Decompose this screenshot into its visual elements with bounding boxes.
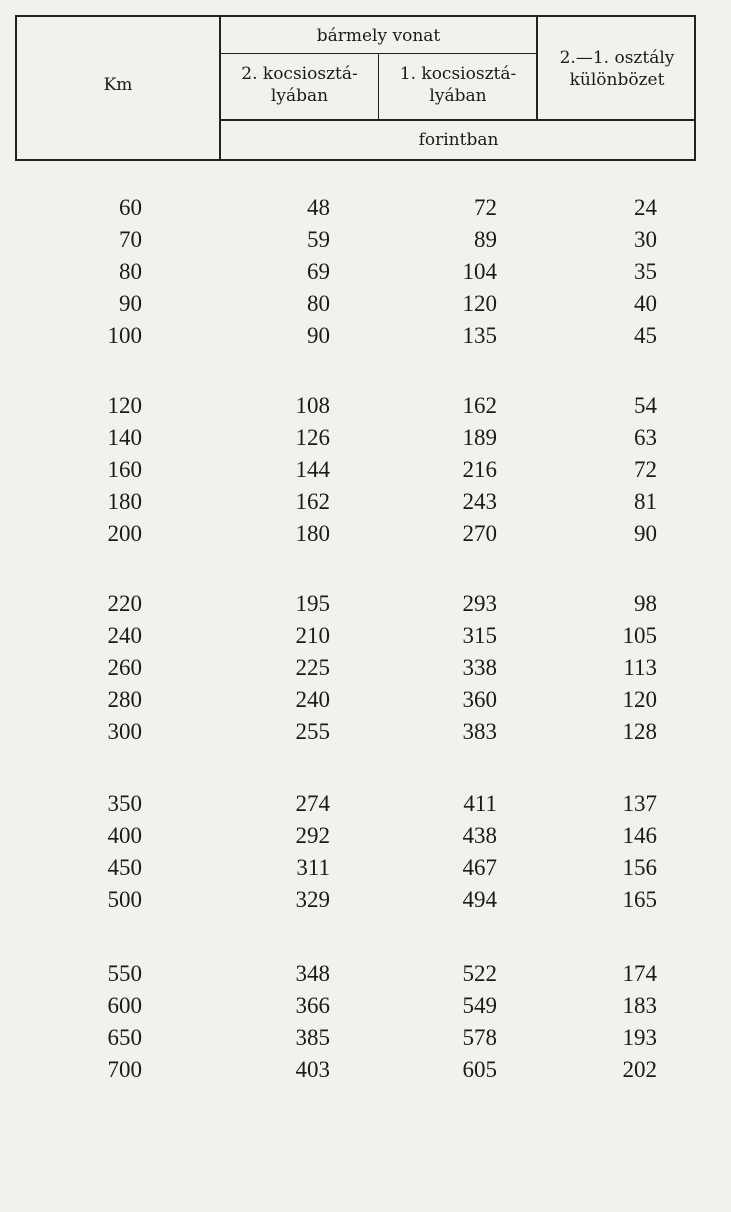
class1-fare-cell: 494 xyxy=(462,887,497,912)
class1-fare-cell: 605 xyxy=(462,1057,497,1082)
table-row xyxy=(0,623,731,655)
class2-fare-cell: 210 xyxy=(295,623,330,648)
header-divider xyxy=(378,53,379,119)
km-cell: 300 xyxy=(107,719,142,744)
class2-fare-cell: 144 xyxy=(295,457,330,482)
table-row xyxy=(0,393,731,425)
difference-cell: 81 xyxy=(634,489,657,514)
class2-fare-cell: 403 xyxy=(295,1057,330,1082)
km-cell: 60 xyxy=(119,195,142,220)
km-cell: 220 xyxy=(107,591,142,616)
km-cell: 450 xyxy=(107,855,142,880)
class1-fare-cell: 467 xyxy=(462,855,497,880)
class1-fare-cell: 162 xyxy=(462,393,497,418)
km-cell: 600 xyxy=(107,993,142,1018)
table-row xyxy=(0,323,731,355)
difference-cell: 193 xyxy=(622,1025,657,1050)
class2-fare-cell: 80 xyxy=(307,291,330,316)
difference-cell: 202 xyxy=(622,1057,657,1082)
table-row xyxy=(0,719,731,751)
class2-fare-cell: 69 xyxy=(307,259,330,284)
class1-fare-cell: 135 xyxy=(462,323,497,348)
km-cell: 350 xyxy=(107,791,142,816)
class2-fare-cell: 225 xyxy=(295,655,330,680)
difference-cell: 165 xyxy=(622,887,657,912)
class1-fare-cell: 522 xyxy=(462,961,497,986)
table-row xyxy=(0,457,731,489)
class1-fare-cell: 315 xyxy=(462,623,497,648)
difference-cell: 120 xyxy=(622,687,657,712)
class1-fare-cell: 243 xyxy=(462,489,497,514)
class1-fare-cell: 578 xyxy=(462,1025,497,1050)
table-row xyxy=(0,259,731,291)
table-row xyxy=(0,655,731,687)
table-row xyxy=(0,489,731,521)
difference-cell: 45 xyxy=(634,323,657,348)
table-row xyxy=(0,591,731,623)
difference-cell: 128 xyxy=(622,719,657,744)
class2-fare-cell: 126 xyxy=(295,425,330,450)
class1-fare-cell: 549 xyxy=(462,993,497,1018)
header-km: Km xyxy=(103,75,133,95)
difference-cell: 174 xyxy=(622,961,657,986)
class1-fare-cell: 89 xyxy=(474,227,497,252)
table-row xyxy=(0,227,731,259)
difference-cell: 90 xyxy=(634,521,657,546)
table-row xyxy=(0,823,731,855)
table-row xyxy=(0,291,731,323)
km-cell: 650 xyxy=(107,1025,142,1050)
class2-fare-cell: 385 xyxy=(295,1025,330,1050)
class2-fare-cell: 162 xyxy=(295,489,330,514)
class2-fare-cell: 366 xyxy=(295,993,330,1018)
table-row xyxy=(0,1057,731,1089)
header-difference: 2.—1. osztály különbözet xyxy=(559,48,675,90)
class1-fare-cell: 383 xyxy=(462,719,497,744)
difference-cell: 183 xyxy=(622,993,657,1018)
difference-cell: 54 xyxy=(634,393,657,418)
class2-fare-cell: 195 xyxy=(295,591,330,616)
km-cell: 260 xyxy=(107,655,142,680)
difference-cell: 40 xyxy=(634,291,657,316)
class2-fare-cell: 108 xyxy=(295,393,330,418)
difference-cell: 72 xyxy=(634,457,657,482)
class1-fare-cell: 360 xyxy=(462,687,497,712)
class1-fare-cell: 293 xyxy=(462,591,497,616)
km-cell: 70 xyxy=(119,227,142,252)
km-cell: 280 xyxy=(107,687,142,712)
table-row xyxy=(0,687,731,719)
class2-fare-cell: 59 xyxy=(307,227,330,252)
class1-fare-cell: 216 xyxy=(462,457,497,482)
km-cell: 240 xyxy=(107,623,142,648)
class1-fare-cell: 338 xyxy=(462,655,497,680)
class1-fare-cell: 270 xyxy=(462,521,497,546)
difference-cell: 113 xyxy=(623,655,657,680)
difference-cell: 137 xyxy=(622,791,657,816)
difference-cell: 30 xyxy=(634,227,657,252)
class2-fare-cell: 329 xyxy=(295,887,330,912)
km-cell: 180 xyxy=(107,489,142,514)
table-row xyxy=(0,425,731,457)
km-cell: 80 xyxy=(119,259,142,284)
km-cell: 160 xyxy=(107,457,142,482)
difference-cell: 105 xyxy=(622,623,657,648)
class1-fare-cell: 120 xyxy=(462,291,497,316)
km-cell: 400 xyxy=(107,823,142,848)
class1-fare-cell: 411 xyxy=(463,791,497,816)
km-cell: 550 xyxy=(107,961,142,986)
difference-cell: 98 xyxy=(634,591,657,616)
difference-cell: 156 xyxy=(622,855,657,880)
table-header xyxy=(15,15,696,161)
table-row xyxy=(0,993,731,1025)
difference-cell: 24 xyxy=(634,195,657,220)
km-cell: 200 xyxy=(107,521,142,546)
difference-cell: 63 xyxy=(634,425,657,450)
class2-fare-cell: 311 xyxy=(296,855,330,880)
class1-fare-cell: 189 xyxy=(462,425,497,450)
class2-fare-cell: 90 xyxy=(307,323,330,348)
header-class1: 1. kocsiosztá- lyában xyxy=(399,64,517,106)
km-cell: 500 xyxy=(107,887,142,912)
km-cell: 100 xyxy=(107,323,142,348)
class2-fare-cell: 180 xyxy=(295,521,330,546)
header-divider xyxy=(219,53,538,54)
table-row xyxy=(0,791,731,823)
class2-fare-cell: 292 xyxy=(295,823,330,848)
table-row xyxy=(0,887,731,919)
class2-fare-cell: 348 xyxy=(295,961,330,986)
header-any-train: bármely vonat xyxy=(316,26,441,46)
header-divider xyxy=(219,119,696,121)
header-class2: 2. kocsiosztá- lyában xyxy=(241,64,358,106)
km-cell: 90 xyxy=(119,291,142,316)
class2-fare-cell: 240 xyxy=(295,687,330,712)
header-currency: forintban xyxy=(418,130,499,150)
table-row xyxy=(0,1025,731,1057)
table-row xyxy=(0,961,731,993)
km-cell: 700 xyxy=(107,1057,142,1082)
class1-fare-cell: 72 xyxy=(474,195,497,220)
table-row xyxy=(0,195,731,227)
table-row xyxy=(0,855,731,887)
table-row xyxy=(0,521,731,553)
class2-fare-cell: 274 xyxy=(295,791,330,816)
difference-cell: 146 xyxy=(622,823,657,848)
km-cell: 120 xyxy=(107,393,142,418)
difference-cell: 35 xyxy=(634,259,657,284)
km-cell: 140 xyxy=(107,425,142,450)
class2-fare-cell: 48 xyxy=(307,195,330,220)
class1-fare-cell: 104 xyxy=(462,259,497,284)
class2-fare-cell: 255 xyxy=(295,719,330,744)
class1-fare-cell: 438 xyxy=(462,823,497,848)
